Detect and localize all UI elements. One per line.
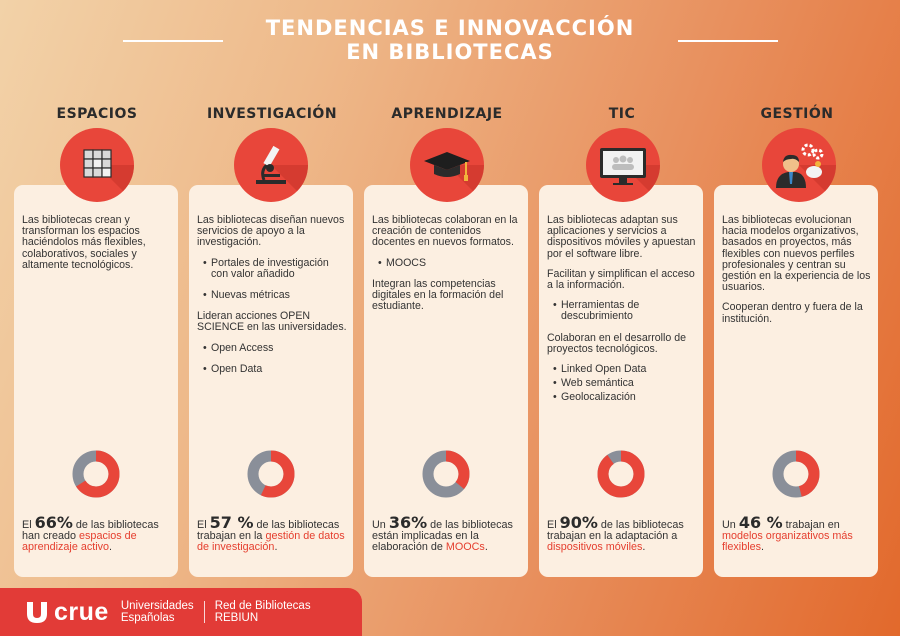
card-aprendizaje (364, 185, 528, 577)
card-text: Lideran acciones OPEN SCIENCE en las universidades. (197, 310, 347, 334)
stat-value: 90% (559, 513, 598, 532)
title-line-1: TENDENCIAS E INNOVACCIÓN (265, 16, 635, 40)
manager-gears-icon (762, 128, 836, 202)
stat-text: de las bibliotecas están implicadas en la elaboración de (372, 519, 513, 553)
card-text: Las bibliotecas diseñan nuevos servicios de apoyo a la investigación. (197, 214, 345, 249)
card-gestion (714, 185, 878, 577)
microscope-icon (234, 128, 308, 202)
card-tic (539, 185, 703, 577)
stat-suffix: . (642, 541, 646, 553)
donut-chart-gestion (772, 450, 820, 498)
card-text: Integran las competencias digitales en la formación del estudiante. (372, 277, 504, 313)
stat-aprendizaje (372, 513, 524, 553)
stat-highlight: dispositivos móviles (547, 541, 643, 553)
stat-highlight: MOOCs (445, 541, 485, 553)
footer-red-line2: REBIUN (214, 612, 259, 624)
list-item: • MOOCS (378, 258, 522, 269)
footer-separator (204, 601, 205, 623)
list-item: • Nuevas métricas (203, 290, 347, 301)
stat-highlight: modelos organizativos más flexibles (722, 530, 853, 553)
footer-rebiun (215, 600, 311, 624)
heading-aprendizaje: APRENDIZAJE (391, 106, 503, 122)
card-body (372, 215, 522, 321)
list-item: • Open Access (203, 343, 347, 354)
card-text: Colaboran en el desarrollo de proyectos tecnológicos. (547, 331, 686, 355)
donut-value-arc (603, 456, 639, 492)
donut-chart-aprendizaje (422, 450, 470, 498)
card-body (197, 215, 347, 385)
card-body (22, 215, 172, 280)
graduation-cap-icon (410, 128, 484, 202)
footer-univ-line2: Españolas (120, 612, 175, 624)
card-body (547, 215, 697, 413)
donut-chart-espacios (72, 450, 120, 498)
bullet-list (372, 258, 522, 269)
list-item: • Web semántica (553, 378, 697, 389)
bullet-list (197, 258, 347, 302)
donut-chart-investigacion (247, 450, 295, 498)
list-item: • Portales de investigación con valor añadido (203, 258, 347, 280)
heading-tic: TIC (608, 106, 636, 122)
list-item: • Open Data (203, 364, 347, 375)
crue-brand: crue (54, 597, 109, 626)
card-espacios (14, 185, 178, 577)
monitor-icon (586, 128, 660, 202)
bullet-list (547, 364, 697, 404)
bullet-list (197, 343, 347, 375)
stat-prefix: El (197, 519, 210, 531)
card-body (722, 215, 872, 334)
stat-value: 46 % (738, 513, 783, 532)
stat-highlight: gestión de datos de investigación (197, 530, 345, 553)
stat-suffix: . (274, 541, 278, 553)
card-text: Cooperan dentro y fuera de la institución. (722, 301, 863, 325)
card-text: Las bibliotecas crean y transforman los espacios haciéndolos más flexibles, colaborativos, sociales y altamente tecnológicos. (22, 214, 146, 271)
stat-text: de las bibliotecas trabajan en la adaptación a (547, 519, 684, 542)
heading-investigacion: INVESTIGACIÓN (206, 106, 338, 122)
bullet-list (547, 300, 697, 322)
cube-grid-icon (60, 128, 134, 202)
footer-universidades (121, 600, 194, 624)
footer-univ-line1: Universidades (120, 600, 194, 612)
stat-gestion (722, 513, 874, 553)
stat-highlight: espacios de aprendizaje activo (22, 530, 137, 553)
stat-suffix: . (109, 541, 113, 553)
stat-text: de las bibliotecas han creado (22, 519, 159, 542)
page-title (0, 16, 900, 64)
footer-logo-bar (0, 588, 362, 636)
list-item: • Herramientas de descubrimiento (553, 300, 697, 322)
stat-prefix: Un (722, 519, 739, 531)
crue-logo-icon (26, 600, 48, 624)
footer-red-line1: Red de Bibliotecas (214, 600, 311, 612)
stat-text: de las bibliotecas trabajan en la (197, 519, 340, 542)
card-text: Las bibliotecas colaboran en la creación de contenidos docentes en nuevos formatos. (372, 214, 518, 249)
stat-text: trabajan en (782, 519, 840, 531)
stat-value: 66% (34, 513, 73, 532)
list-item: • Geolocalización (553, 392, 697, 403)
list-item: • Linked Open Data (553, 364, 697, 375)
stat-investigacion (197, 513, 349, 553)
stat-prefix: El (22, 519, 35, 531)
card-text: Facilitan y simplifican el acceso a la información. (547, 267, 695, 292)
heading-espacios: ESPACIOS (56, 106, 138, 122)
stat-prefix: El (547, 519, 560, 531)
card-text: Las bibliotecas evolucionan hacia modelos organizativos, basados en proyectos, más flexibles con nuevos perfiles profesionales y centran su gestión en la experiencia de los usuarios. (722, 214, 871, 294)
stat-value: 36% (388, 513, 428, 532)
heading-gestion: GESTIÓN (760, 106, 834, 122)
donut-chart-tic (597, 450, 645, 498)
stat-espacios (22, 513, 174, 553)
stat-tic (547, 513, 699, 553)
card-text: Las bibliotecas adaptan sus aplicaciones y servicios a dispositivos móviles y apuestan por el software libre. (547, 214, 696, 260)
stat-prefix: Un (372, 519, 389, 531)
title-line-2: EN BIBLIOTECAS (346, 40, 554, 64)
stat-suffix: . (484, 541, 488, 553)
stat-suffix: . (761, 541, 765, 553)
stat-value: 57 % (209, 513, 254, 532)
card-investigacion (189, 185, 353, 577)
